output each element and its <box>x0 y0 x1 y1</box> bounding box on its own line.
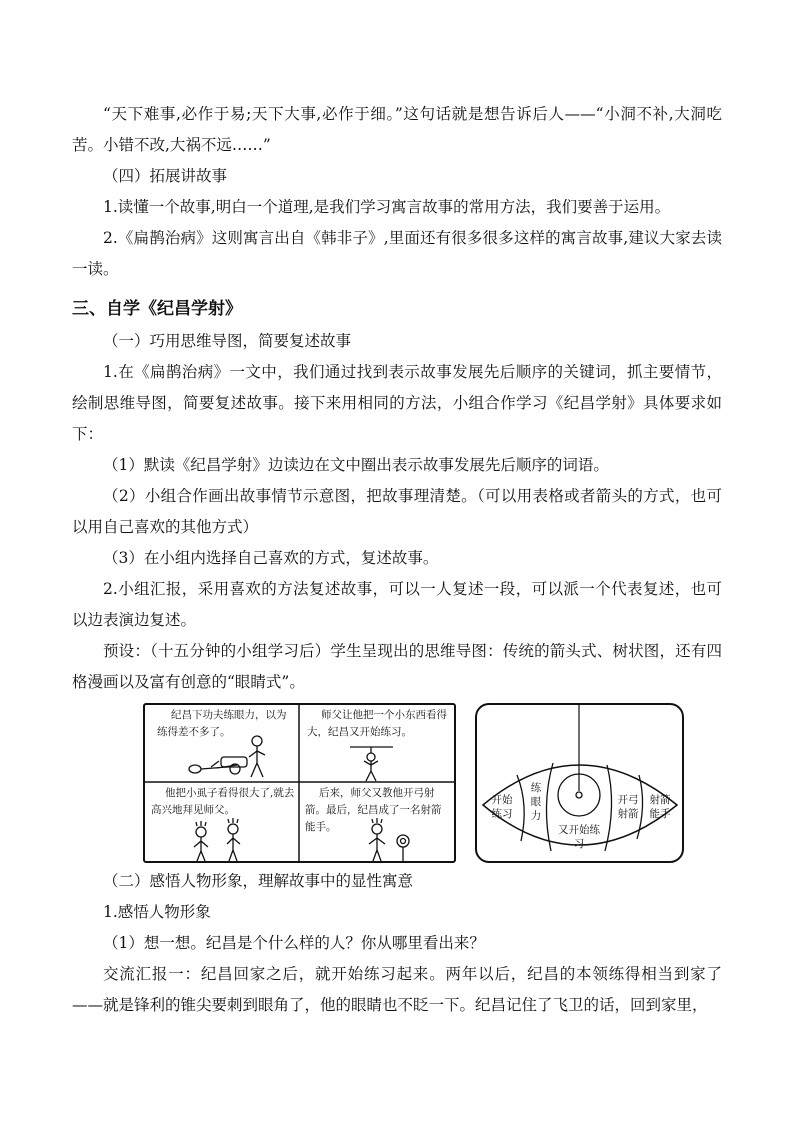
comic-figure-standing-1 <box>249 736 265 777</box>
paragraph-item-1: 1.读懂一个故事,明白一个道理,是我们学习寓言故事的常用方法，我们要善于运用。 <box>103 198 671 216</box>
paragraph-report: 2.小组汇报，采用喜欢的方法复述故事，可以一人复述一段，可以派一个代表复述，也可以边表演边复述。 <box>72 580 722 629</box>
eye-segment-draw-bow: 开弓射箭 <box>617 794 639 820</box>
comic-caption-2: 师父让他把一个小东西看得大，纪昌又开始练习。 <box>307 709 447 738</box>
eye-segment-practice-again: 又开始练习 <box>558 824 600 850</box>
section-heading-4: （四）拓展讲故事 <box>103 167 228 185</box>
comic-caption-3: 他把小虱子看得很大了,就去高兴地拜见师父。 <box>151 787 295 816</box>
eye-segment-eye-training: 练眼力 <box>530 782 542 822</box>
four-panel-comic <box>143 703 456 863</box>
heading-section-3: 三、自学《纪昌学射》 <box>72 299 242 319</box>
paragraph-character: 1.感悟人物形象 <box>103 903 211 921</box>
paragraph-task-1: （1）默读《纪昌学射》边读边在文中圈出表示故事发展先后顺序的词语。 <box>103 456 609 474</box>
paragraph-quote: “天下难事,必作于易;天下大事,必作于细。”这句话就是想告诉后人——“小洞不补,大洞吃苦。小错不改,大祸不远……” <box>72 105 722 154</box>
paragraph-item-2: 2.《扁鹊治病》这则寓言出自《韩非子》,里面还有很多很多这样的寓言故事,建议大家去读一读。 <box>72 229 722 278</box>
paragraph-report-1: 交流汇报一：纪昌回家之后，就开始练习起来。两年以后，纪昌的本领练得相当到家了——就是锋利的锥尖要刺到眼角了，他的眼睛也不眨一下。纪昌记住了飞卫的话，回到家里， <box>72 965 722 1014</box>
eye-segment-archery-master: 射箭能手 <box>649 794 671 820</box>
eye-mind-map <box>475 703 684 863</box>
comic-caption-1: 纪昌下功夫练眼力，以为练得差不多了。 <box>157 709 287 738</box>
comic-figure-pair <box>194 818 240 861</box>
paragraph-preset: 预设：（十五分钟的小组学习后）学生呈现出的思维导图：传统的箭头式、树状图，还有四格漫画以及富有创意的“眼睛式”。 <box>72 642 722 691</box>
comic-figure-lying <box>189 757 247 774</box>
comic-caption-4: 后来，师父又教他开弓射箭。最后，纪昌成了一名射箭能手。 <box>305 787 442 833</box>
paragraph-task-intro: 1.在《扁鹊治病》一文中，我们通过找到表示故事发展先后顺序的关键词，抓主要情节，绘制思维导图，简要复述故事。接下来用相同的方法，小组合作学习《纪昌学射》具体要求如下： <box>72 363 722 443</box>
eye-segment-start-practice: 开始练习 <box>491 794 513 820</box>
paragraph-question: （1）想一想。纪昌是个什么样的人？你从哪里看出来？ <box>103 934 485 952</box>
subheading-1: （一）巧用思维导图，简要复述故事 <box>103 332 352 350</box>
paragraph-task-2: （2）小组合作画出故事情节示意图，把故事理清楚。（可以用表格或者箭头的方式，也可以用自己喜欢的其他方式） <box>72 487 722 536</box>
comic-figure-umbrella <box>350 747 393 781</box>
paragraph-task-3: （3）在小组内选择自己喜欢的方式，复述故事。 <box>103 549 439 567</box>
subheading-2: （二）感悟人物形象，理解故事中的显性寓意 <box>103 872 414 890</box>
